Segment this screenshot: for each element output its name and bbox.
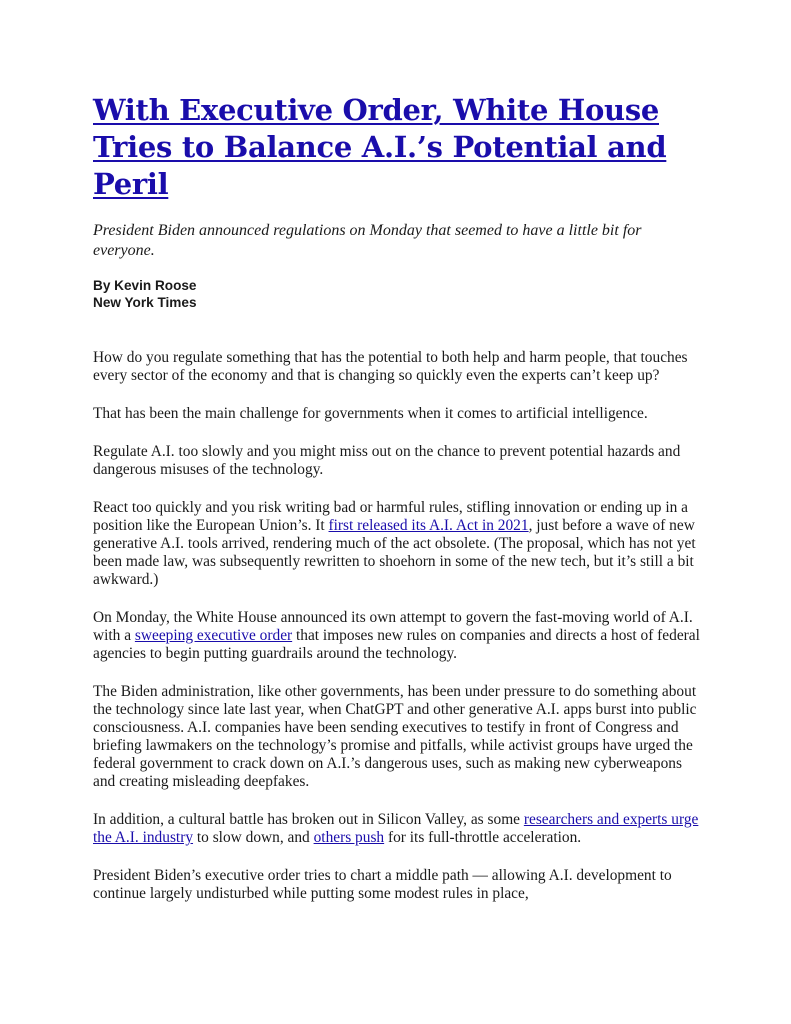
paragraph: President Biden’s executive order tries to chart a middle path — allowing A.I. development to continue largely undisturbed while putting some modest rules in place, [93, 867, 672, 902]
paragraph: The Biden administration, like other governments, has been under pressure to do something about the technology since late last year, when ChatGPT and other generative A.I. apps burst into public consciousness. A.I. companies have been sending executives to testify in front of Congress and briefing lawmakers on the technology’s promise and pitfalls, while activist groups have urged the federal government to crack down on A.I.’s dangerous uses, such as making new cyberweapons and creating misleading deepfakes. [93, 683, 697, 790]
others-push-link[interactable]: others push [313, 829, 385, 846]
paragraph-text: , just before a wave of new generative A.I. tools arrived, rendering much of the act obsolete. (The proposal, which has not yet been made law, was subsequently rewritten to shoehorn in some of the new tech, but it’s still a bit awkward.) [93, 517, 696, 588]
byline-publication: New York Times [93, 295, 197, 310]
paragraph [93, 811, 703, 847]
byline [93, 277, 703, 311]
article-subtitle: President Biden announced regulations on Monday that seemed to have a little bit for everyone. [93, 222, 642, 259]
paragraph-text: to slow down, and [193, 829, 314, 846]
paragraph: That has been the main challenge for governments when it comes to artificial intelligence. [93, 405, 648, 422]
eu-ai-act-link[interactable]: first released its A.I. Act in 2021 [328, 517, 529, 534]
paragraph [93, 499, 703, 589]
article [93, 92, 703, 923]
article-title [93, 92, 703, 203]
paragraph-text: In addition, a cultural battle has broken out in Silicon Valley, as some [93, 811, 524, 828]
byline-author: By Kevin Roose [93, 278, 197, 293]
paragraph-text: that imposes new rules on companies and directs a host of federal agencies to begin putting guardrails around the technology. [93, 627, 700, 662]
paragraph-text: for its full-throttle acceleration. [384, 829, 582, 846]
article-body [93, 349, 703, 903]
paragraph: How do you regulate something that has the potential to both help and harm people, that touches every sector of the economy and that is changing so quickly even the experts can’t keep up? [93, 349, 688, 384]
paragraph-text: On Monday, the White House announced its own attempt to govern the fast-moving world of A.I. with a [93, 609, 693, 644]
executive-order-link[interactable]: sweeping executive order [134, 627, 293, 644]
paragraph [93, 609, 703, 663]
researchers-experts-link[interactable]: researchers and experts urge the A.I. industry [93, 811, 699, 846]
paragraph-text: React too quickly and you risk writing bad or harmful rules, stifling innovation or ending up in a position like the European Union’s. It [93, 499, 688, 534]
paragraph: Regulate A.I. too slowly and you might miss out on the chance to prevent potential hazards and dangerous misuses of the technology. [93, 443, 681, 478]
article-title-link[interactable]: With Executive Order, White House Tries to Balance A.I.’s Potential and Peril [93, 93, 667, 201]
